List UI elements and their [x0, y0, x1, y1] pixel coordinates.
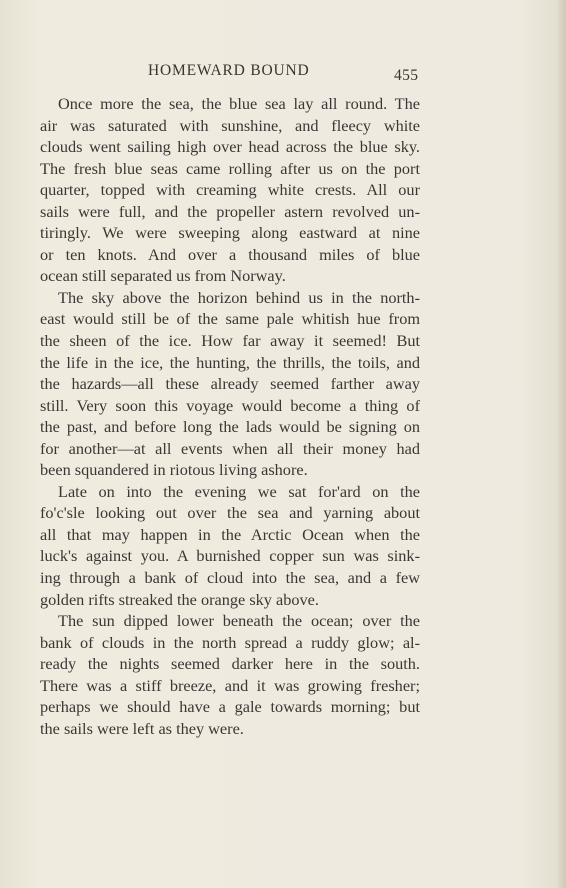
- text-line: The fresh blue seas came rolling after us on the port: [40, 158, 420, 178]
- text-line: the life in the ice, the hunting, the thrills, the toils, and: [40, 352, 420, 372]
- text-line: fo'c'sle looking out over the sea and yarning about: [40, 503, 420, 523]
- text-line: ing through a bank of cloud into the sea, and a few: [40, 568, 420, 588]
- text-line: quarter, topped with creaming white crests. All our: [40, 180, 420, 200]
- text-line: the sheen of the ice. How far away it seemed! But: [40, 331, 420, 351]
- text-line: ocean still separated us from Norway.: [40, 266, 286, 286]
- text-line: The sky above the horizon behind us in the north-: [58, 287, 420, 307]
- text-line: sails were full, and the propeller astern revolved un-: [40, 201, 420, 221]
- text-line: been squandered in riotous living ashore.: [40, 460, 308, 480]
- paragraph: [40, 287, 420, 481]
- text-line: all that may happen in the Arctic Ocean when the: [40, 524, 420, 544]
- text-line: ready the nights seemed darker here in the south.: [40, 654, 420, 674]
- text-line: the past, and before long the lads would be signing on: [40, 417, 420, 437]
- paragraph: [40, 610, 420, 739]
- text-line: for another—at all events when all their money had: [40, 438, 420, 458]
- page-header: [0, 62, 566, 86]
- text-line: still. Very soon this voyage would become a thing of: [40, 395, 420, 415]
- text-line: golden rifts streaked the orange sky above.: [40, 589, 319, 609]
- text-line: The sun dipped lower beneath the ocean; over the: [58, 611, 420, 631]
- running-head: HOMEWARD BOUND: [148, 62, 310, 79]
- page-edge: [557, 0, 566, 888]
- paragraph: [40, 93, 420, 287]
- text-line: east would still be of the same pale whitish hue from: [40, 309, 420, 329]
- text-line: air was saturated with sunshine, and fleecy white: [40, 115, 420, 135]
- paragraph: [40, 481, 420, 610]
- body-text: [40, 93, 420, 739]
- text-line: the hazards—all these already seemed farther away: [40, 374, 420, 394]
- text-line: luck's against you. A burnished copper sun was sink-: [40, 546, 420, 566]
- text-line: perhaps we should have a gale towards morning; but: [40, 697, 420, 717]
- text-line: the sails were left as they were.: [40, 718, 244, 738]
- text-line: There was a stiff breeze, and it was growing fresher;: [40, 675, 420, 695]
- page-number: 455: [394, 67, 419, 84]
- text-line: tiringly. We were sweeping along eastward at nine: [40, 223, 420, 243]
- text-line: Late on into the evening we sat for'ard on the: [58, 481, 420, 501]
- text-line: Once more the sea, the blue sea lay all round. The: [58, 94, 420, 113]
- text-line: clouds went sailing high over head across the blue sky.: [40, 137, 420, 157]
- text-line: bank of clouds in the north spread a ruddy glow; al-: [40, 632, 420, 652]
- text-line: or ten knots. And over a thousand miles of blue: [40, 244, 420, 264]
